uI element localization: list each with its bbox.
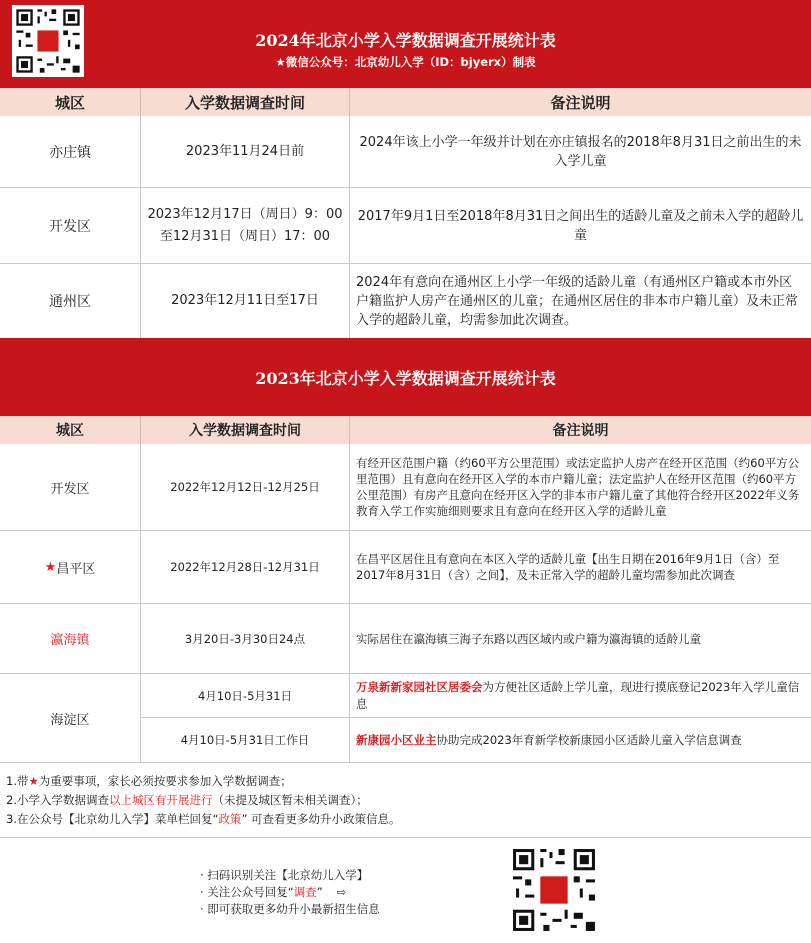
note-cell: 2017年9月1日至2018年8月31日之间出生的适龄儿童及之前未入学的超龄儿童: [357, 208, 804, 243]
table-subtitle: ★微信公众号：北京幼儿入学（ID：bjyerx）制表: [275, 55, 536, 69]
arrow-right-icon: ⇨: [336, 885, 347, 899]
table-row: [0, 444, 811, 531]
banner-2024: [0, 0, 811, 88]
footer-text: · 关注公众号回复“: [200, 885, 294, 899]
time-cell: 4月10日-5月31日工作日: [141, 718, 350, 762]
time-cell: 2022年12月28日-12月31日: [141, 531, 350, 603]
banner-2023: [0, 338, 811, 416]
note-1: [6, 772, 805, 791]
note-cell: 实际居住在瀛海镇三海子东路以西区域内或户籍为瀛海镇的适龄儿童: [356, 631, 701, 646]
table-row-haidian: [0, 674, 811, 763]
table-row: [0, 531, 811, 604]
district-cell: 亦庄镇: [0, 116, 141, 187]
district-cell: 通州区: [0, 264, 141, 338]
note-cell: [350, 674, 811, 717]
time-cell: 2022年12月12日-12月25日: [141, 444, 350, 530]
note-highlight: 政策: [218, 812, 242, 826]
time-cell: 2023年12月17日（周日）9：00至12月31日（周日）17：00: [141, 188, 350, 263]
qr-code-icon[interactable]: [510, 846, 598, 934]
note-text: 为方便社区适龄上学儿童，现进行摸底登记2023年入学儿童信息: [356, 679, 800, 711]
note-cell: 在昌平区居住且有意向在本区入学的适龄儿童【出生日期在2016年9月1日（含）至2017年8月31日（含）之间】，及未正常入学的超龄儿童均需参加此次调查: [356, 552, 780, 582]
note-cell: [350, 718, 811, 762]
footer-text: ”: [316, 885, 323, 899]
district-cell: 开发区: [0, 444, 141, 530]
note-text: 协助完成2023年育新学校新康园小区适龄儿童入学信息调查: [436, 732, 742, 747]
column-header-note: 备注说明: [552, 423, 609, 439]
footer-instructions: [200, 867, 380, 918]
star-icon: ★: [44, 559, 57, 575]
haidian-subrow: [141, 718, 811, 762]
note-text: ” 可查看更多幼升小政策信息。: [241, 812, 401, 826]
note-highlight: 新康园小区业主: [356, 732, 437, 747]
table-header-2024: [0, 88, 811, 116]
table-title-2023: 2023年北京小学入学数据调查开展统计表: [255, 369, 556, 388]
note-text: 1.带: [6, 774, 29, 788]
note-2: [6, 791, 805, 810]
note-highlight: 以上城区有开展进行: [108, 793, 213, 807]
notes-section: [0, 764, 811, 838]
note-text: 为重要事项，家长必须按要求参加入学数据调查；: [38, 774, 292, 788]
footer-highlight: 调查: [293, 885, 317, 899]
time-cell: 4月10日-5月31日: [141, 674, 350, 717]
column-header-note: 备注说明: [550, 93, 611, 112]
table-title-2024: 2024年北京小学入学数据调查开展统计表: [255, 31, 556, 50]
table-row: [0, 264, 811, 338]
table-row: [0, 188, 811, 264]
time-cell: 2023年12月11日至17日: [141, 264, 350, 338]
district-cell: 开发区: [0, 188, 141, 263]
time-cell: 3月20日-3月30日24点: [141, 604, 350, 673]
note-text: （未提及城区暂未相关调查）；: [212, 793, 368, 807]
note-text: 2.小学入学数据调查: [6, 793, 109, 807]
column-header-district: 城区: [0, 88, 141, 116]
column-header-time: 入学数据调查时间: [141, 88, 350, 116]
qr-code-icon[interactable]: [12, 5, 84, 77]
note-text: 3.在公众号【北京幼儿入学】菜单栏回复“: [6, 812, 219, 826]
note-cell: 有经开区范围户籍（约60平方公里范围）或法定监护人房产在经开区范围（约60平方公里范围）且有意向在经开区入学的本市户籍儿童；法定监护人在经开区范围（约60平方公里范围）有房产且意向在经开区入学的非本市户籍儿童了其他符合经开区2022年义务教育入学工作实施细则要求且有意向在经开区入学的适龄儿童: [356, 456, 800, 518]
district-cell: 瀛海镇: [0, 604, 141, 673]
note-cell: 2024年有意向在通州区上小学一年级的适龄儿童（有通州区户籍或本市外区户籍监护人房产在通州区的儿童；在通州区居住的非本市户籍儿童）及未正常入学的超龄儿童，均需参加此次调查。: [356, 274, 799, 328]
star-icon: ★: [28, 774, 39, 788]
footer: [0, 838, 811, 943]
footer-line: · 扫码识别关注【北京幼儿入学】: [200, 868, 369, 882]
district-label: 昌平区: [56, 561, 96, 577]
haidian-subrow: [141, 674, 811, 718]
table-row: [0, 604, 811, 674]
table-row: [0, 116, 811, 188]
district-cell: [0, 531, 141, 603]
district-cell: 海淀区: [0, 674, 141, 762]
column-header-district: 城区: [0, 416, 141, 444]
table-header-2023: [0, 416, 811, 444]
footer-line: [200, 884, 380, 901]
column-header-time: 入学数据调查时间: [141, 416, 350, 444]
note-cell: 2024年该上小学一年级并计划在亦庄镇报名的2018年8月31日之前出生的未入学儿童: [359, 134, 802, 169]
footer-line: · 即可获取更多幼升小最新招生信息: [200, 902, 380, 916]
time-cell: 2023年11月24日前: [141, 116, 350, 187]
note-3: [6, 810, 805, 829]
note-highlight: 万泉新新家园社区居委会: [356, 679, 483, 694]
